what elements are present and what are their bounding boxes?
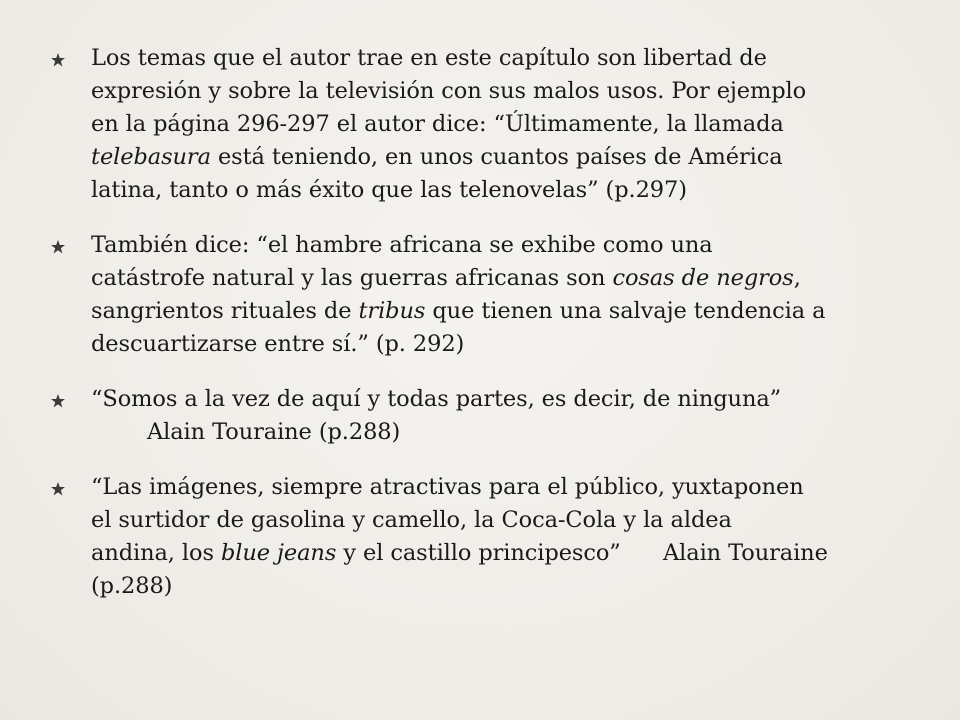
attribution-line: Alain Touraine (p.288) — [147, 419, 401, 445]
text-line: “Somos a la vez de aquí y todas partes, es decir, de ninguna” — [91, 386, 782, 412]
bullet-item — [50, 383, 930, 449]
text-line: descuartizarse entre sí.” (p. 292) — [91, 331, 465, 357]
text-line: latina, tanto o más éxito que las telenovelas” (p.297) — [91, 177, 687, 203]
text-line: (p.288) — [91, 573, 173, 599]
italic-term: cosas de negros — [612, 265, 794, 291]
text-line: sangrientos rituales de tribus que tienen una salvaje tendencia a — [91, 298, 826, 324]
text-line: expresión y sobre la televisión con sus malos usos. Por ejemplo — [91, 78, 807, 104]
text-line: “Las imágenes, siempre atractivas para el público, yuxtaponen — [91, 474, 804, 500]
bullet-item — [50, 42, 930, 207]
italic-term: tribus — [358, 298, 426, 324]
italic-term: blue jeans — [220, 540, 337, 566]
text-line: andina, los blue jeans y el castillo principesco” Alain Touraine — [91, 540, 828, 566]
bullet-item — [50, 229, 930, 361]
bullet-item — [50, 471, 930, 603]
star-bullet-icon — [50, 481, 66, 497]
text-line: También dice: “el hambre africana se exhibe como una — [91, 232, 713, 258]
text-line: telebasura está teniendo, en unos cuantos países de América — [91, 144, 783, 170]
text-line: el surtidor de gasolina y camello, la Coca-Cola y la aldea — [91, 507, 732, 533]
text-line: en la página 296-297 el autor dice: “Últimamente, la llamada — [91, 111, 784, 137]
bullet-list — [50, 42, 930, 625]
text-line: Los temas que el autor trae en este capítulo son libertad de — [91, 45, 767, 71]
italic-term: telebasura — [91, 144, 211, 170]
star-bullet-icon — [50, 52, 66, 68]
text-line: catástrofe natural y las guerras africanas son cosas de negros, — [91, 265, 801, 291]
star-bullet-icon — [50, 393, 66, 409]
star-bullet-icon — [50, 239, 66, 255]
